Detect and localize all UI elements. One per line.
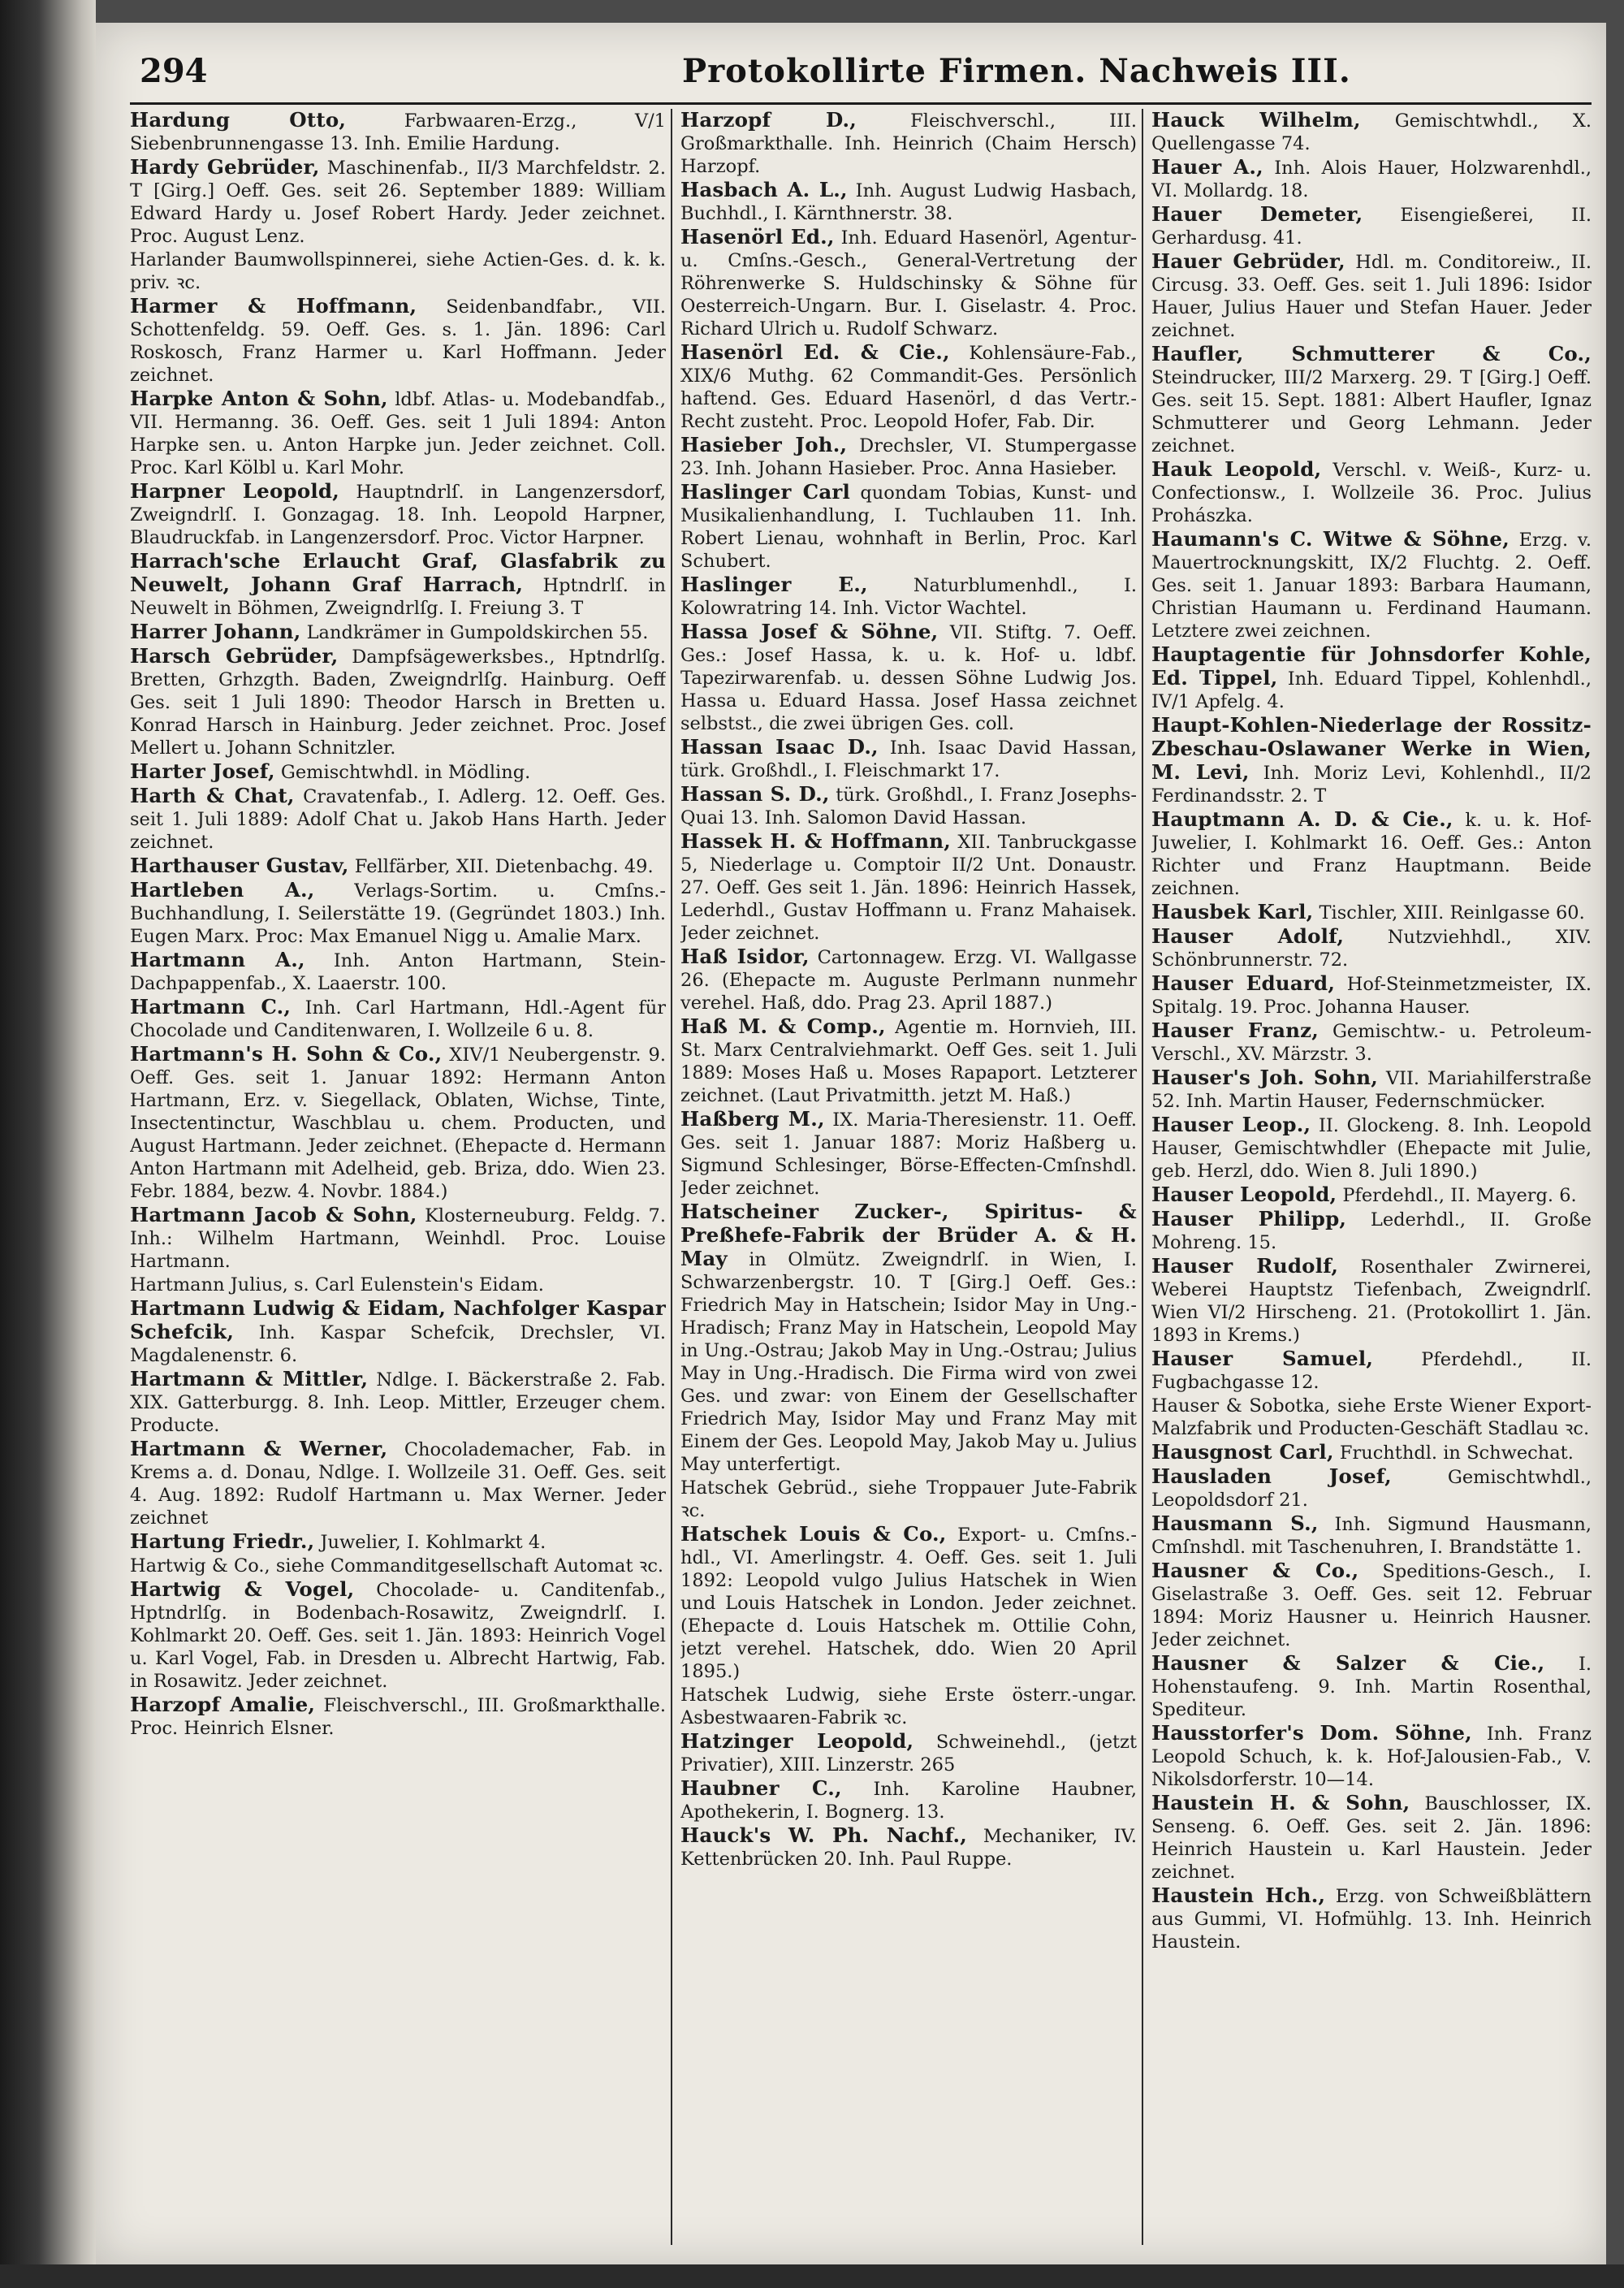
firm-name: Hasieber Joh.,	[680, 433, 848, 456]
entry-details: I. Hohenstaufeng. 9. Inh. Martin Rosenthal, Spediteur.	[1151, 1654, 1592, 1720]
entry-details: Hdl. m. Conditoreiw., II. Circusg. 33. Oeff. Ges. seit 1. Juli 1896: Isidor Hauer, Julius Hauer und Stefan Hauer. Jeder zeichnet.	[1151, 252, 1592, 341]
entry-details: Steindrucker, III/2 Marxerg. 29. T [Girg.] Oeff. Ges. seit 15. Sept. 1881: Albert Haufler, Ignaz Schmutterer und Georg Lehmann. Jeder zeichnet.	[1151, 367, 1592, 456]
entry-details: Dampfsägewerksbes., Hptndrlſg. Bretten, Grhzgth. Baden, Zweigndrlſg. Hainburg. Oeff Ges. seit 1 Juli 1890: Theodor Harsch in Bretten u. Konrad Harsch in Hainburg. Jeder zeichnet. Proc. Josef Mellert u. Johann Schnitzler.	[130, 647, 666, 759]
entry-details: Tischler, XIII. Reinlgasse 60.	[1313, 902, 1585, 923]
firm-name: Hassek H. & Hoffmann,	[680, 829, 951, 853]
header-rule	[130, 102, 1592, 105]
page-header	[130, 49, 1592, 106]
directory-entry	[130, 1555, 666, 1577]
directory-entry	[1151, 156, 1592, 202]
directory-entry	[1151, 925, 1592, 971]
directory-entry	[130, 645, 666, 759]
column-divider	[1142, 109, 1143, 2245]
directory-entry	[130, 760, 666, 784]
firm-name: Hauser Franz,	[1151, 1019, 1320, 1042]
entry-details: Hauptndrlſ. in Langenzersdorf, Zweigndrlſ. I. Gonzagag. 18. Inh. Leopold Harpner, Blaudruckfab. in Langenzersdorf. Proc. Victor Harpner.	[130, 482, 666, 548]
directory-entry	[130, 109, 666, 155]
firm-name: Hauser Adolf,	[1151, 924, 1345, 948]
directory-entry	[1151, 643, 1592, 713]
firm-name: Haubner C.,	[680, 1776, 842, 1800]
firm-name: Harrer Johann,	[130, 620, 301, 643]
entry-details: Chocolademacher, Fab. in Krems a. d. Donau, Ndlge. I. Wollzeile 31. Oeff. Ges. seit 4. Aug. 1892: Rudolf Hartmann u. Max Werner. Jeder zeichnet	[130, 1439, 666, 1529]
directory-entry	[130, 1274, 666, 1296]
firm-name: Hauser Samuel,	[1151, 1347, 1374, 1370]
firm-name: Hartmann's H. Sohn & Co.,	[130, 1042, 443, 1066]
entry-details: Hartmann Julius, s. Carl Eulenstein's Eidam.	[130, 1274, 544, 1295]
directory-entry	[680, 1200, 1137, 1476]
firm-name: Haustein H. & Sohn,	[1151, 1791, 1410, 1814]
directory-entry	[130, 550, 666, 620]
firm-name: Hartmann & Mittler,	[130, 1367, 369, 1391]
directory-entry	[680, 341, 1137, 433]
firm-name: Harmer & Hoffmann,	[130, 294, 417, 318]
directory-entry	[130, 996, 666, 1042]
directory-entry	[130, 949, 666, 995]
directory-entry	[130, 1438, 666, 1529]
firm-name: Haslinger Carl	[680, 480, 851, 504]
directory-entry	[130, 1693, 666, 1740]
entry-details: türk. Großhdl., I. Franz Josephs-Quai 13. Inh. Salomon David Hassan.	[680, 785, 1137, 828]
firm-name: Hauser's Joh. Sohn,	[1151, 1066, 1379, 1089]
firm-name: Hauk Leopold,	[1151, 457, 1322, 481]
entry-details: Hartwig & Co., siehe Commanditgesellschaft Automat ꝛc.	[130, 1555, 664, 1577]
directory-entry	[130, 854, 666, 878]
entry-details: Gemischtw.- u. Petroleum-Verschl., XV. Märzstr. 3.	[1151, 1021, 1592, 1065]
firm-name: Hauser Philipp,	[1151, 1207, 1347, 1231]
entry-details: Verlags-Sortim. u. Cmſns.-Buchhandlung, I. Seilerstätte 19. (Gegründet 1803.) Inh. Eugen Marx. Proc: Max Emanuel Nigg u. Amalie Marx.	[130, 880, 666, 947]
directory-entry	[680, 226, 1137, 340]
entry-details: Fleischverschl., III. Großmarkthalle. Proc. Heinrich Elsner.	[130, 1695, 666, 1739]
firm-name: Hassan S. D.,	[680, 782, 830, 806]
firm-name: Haßberg M.,	[680, 1107, 825, 1131]
firm-name: Harzopf Amalie,	[130, 1693, 316, 1716]
firm-name: Hassa Josef & Söhne,	[680, 620, 939, 643]
directory-entry	[1151, 901, 1592, 924]
entry-details: II. Glockeng. 8. Inh. Leopold Hauser, Gemischtwhdler (Ehepacte mit Julie, geb. Herzl, ddo. Wien 8. Juli 1890.)	[1151, 1115, 1592, 1182]
scan-shadow	[0, 2264, 1624, 2288]
directory-entry	[680, 1777, 1137, 1823]
directory-entry	[130, 1204, 666, 1273]
entry-details: Hatschek Gebrüd., siehe Troppauer Jute-Fabrik ꝛc.	[680, 1477, 1137, 1521]
entry-details: Inh. Franz Leopold Schuch, k. k. Hof-Jalousien-Fab., V. Nikolsdorferstr. 10—14.	[1151, 1724, 1592, 1790]
entry-details: Landkrämer in Gumpoldskirchen 55.	[300, 622, 649, 643]
directory-entry	[130, 879, 666, 948]
firm-name: Haupt-Kohlen-Niederlage der Rossitz-Zbeschau-Oslawaner Werke in Wien, M. Levi,	[1151, 713, 1592, 784]
firm-name: Hauck Wilhelm,	[1151, 109, 1361, 132]
entry-details: Maschinenfab., II/3 Marchfeldstr. 2. T [Girg.] Oeff. Ges. seit 26. September 1889: William Edward Hardy u. Josef Robert Hardy. Jeder zeichnet. Proc. August Lenz.	[130, 158, 666, 247]
directory-entry	[130, 295, 666, 387]
directory-entry	[680, 1730, 1137, 1776]
directory-entry	[1151, 972, 1592, 1019]
column-divider	[671, 109, 672, 2245]
firm-name: Hartung Friedr.,	[130, 1529, 315, 1553]
entry-details: Hatschek Ludwig, siehe Erste österr.-ungar. Asbestwaaren-Fabrik ꝛc.	[680, 1685, 1137, 1728]
directory-entry	[130, 1043, 666, 1203]
entry-details: Inh. Alois Hauer, Holzwarenhdl., VI. Mollardg. 18.	[1151, 158, 1592, 201]
entry-details: XII. Tanbruckgasse 5, Niederlage u. Comptoir II/2 Unt. Donaustr. 27. Oeff. Ges seit 1. Jän. 1896: Heinrich Hassek, Lederhdl., Gustav Hoffmann u. Franz Mahaisek. Jeder zeichnet.	[680, 832, 1137, 944]
directory-entry	[1151, 1722, 1592, 1791]
firm-name: Hartmann A.,	[130, 948, 305, 971]
entry-details: Cravatenfab., I. Adlerg. 12. Oeff. Ges. seit 1. Juli 1889: Adolf Chat u. Jakob Hans Harth. Jeder zeichnet.	[130, 786, 666, 853]
directory-entry	[130, 1578, 666, 1693]
entry-details: Juwelier, I. Kohlmarkt 4.	[314, 1532, 546, 1553]
directory-entry	[680, 1523, 1137, 1683]
firm-name: Hauer Demeter,	[1151, 202, 1363, 226]
firm-name: Hauck's W. Ph. Nachf.,	[680, 1823, 967, 1847]
directory-entry	[130, 156, 666, 248]
entry-details: IX. Maria-Theresienstr. 11. Oeff. Ges. seit 1. Januar 1887: Moriz Haßberg u. Sigmund Schlesinger, Börse-Effecten-Cmſnshdl. Jeder zeichnet.	[680, 1109, 1137, 1199]
entry-details: Erzg. v. Mauertrocknungskitt, IX/2 Fluchtg. 2. Oeff. Ges. seit 1. Januar 1893: Barbara Haumann, Christian Haumann u. Ferdinand Haumann. Letztere zwei zeichnen.	[1151, 530, 1592, 642]
directory-entry	[680, 481, 1137, 573]
directory-entry	[1151, 528, 1592, 642]
entry-details: Inh. August Ludwig Hasbach, Buchhdl., I. Kärnthnerstr. 38.	[680, 180, 1137, 224]
directory-entry	[680, 179, 1137, 225]
entry-details: Inh. Eduard Tippel, Kohlenhdl., IV/1 Apfelg. 4.	[1151, 668, 1592, 712]
entry-details: Gemischtwhdl., Leopoldsdorf 21.	[1151, 1467, 1592, 1511]
directory-entry	[1151, 1066, 1592, 1113]
directory-entry	[680, 736, 1137, 782]
directory-entry	[1151, 203, 1592, 249]
firm-name: Hauser Leopold,	[1151, 1183, 1337, 1206]
firm-name: Hauser Leop.,	[1151, 1113, 1311, 1136]
directory-entry	[1151, 1347, 1592, 1394]
directory-entry	[1151, 1114, 1592, 1183]
firm-name: Harpke Anton & Sohn,	[130, 387, 388, 410]
entry-details: Chocolade- u. Canditenfab., Hptndrlſg. in Bodenbach-Rosawitz, Zweigndrlſ. I. Kohlmarkt 20. Oeff. Ges. seit 1. Jän. 1893: Heinrich Vogel u. Karl Vogel, Fab. in Dresden u. Albrecht Hartwig, Fab. in Rosawitz. Jeder zeichnet.	[130, 1580, 666, 1692]
firm-name: Haslinger E.,	[680, 573, 868, 596]
directory-entry	[1151, 808, 1592, 900]
firm-name: Hasenörl Ed.,	[680, 225, 835, 249]
directory-entry	[680, 573, 1137, 620]
directory-entry	[1151, 1512, 1592, 1559]
firm-name: Hauptmann A. D. & Cie.,	[1151, 807, 1453, 831]
directory-entry	[680, 1684, 1137, 1729]
directory-entry	[680, 621, 1137, 735]
firm-name: Hatzinger Leopold,	[680, 1729, 914, 1753]
directory-entry	[1151, 458, 1592, 527]
entry-details: Schweinehdl., (jetzt Privatier), XIII. Linzerstr. 265	[680, 1732, 1137, 1775]
entry-details: Inh. Anton Hartmann, Stein-Dachpappenfab., X. Laaerstr. 100.	[130, 950, 666, 994]
entry-details: Naturblumenhdl., I. Kolowratring 14. Inh. Victor Wachtel.	[680, 575, 1137, 619]
firm-name: Harzopf D.,	[680, 109, 857, 132]
directory-entry	[130, 249, 666, 294]
firm-name: Hartmann Jacob & Sohn,	[130, 1203, 417, 1226]
entry-details: Fellfärber, XII. Dietenbachg. 49.	[348, 856, 654, 877]
entry-details: Kohlensäure-Fab., XIX/6 Muthg. 62 Commandit-Ges. Persönlich haftend. Ges. Eduard Hasenörl, d das Vertr.-Recht zusteht. Proc. Leopold Hofer, Fab. Dir.	[680, 343, 1137, 432]
entry-details: Hof-Steinmetzmeister, IX. Spitalg. 19. Proc. Johanna Hauser.	[1151, 974, 1592, 1018]
firm-name: Hasbach A. L.,	[680, 178, 848, 201]
directory-entry	[1151, 1465, 1592, 1512]
entry-details: Gemischtwhdl., X. Quellengasse 74.	[1151, 110, 1592, 154]
firm-name: Hartmann C.,	[130, 995, 292, 1019]
directory-entry	[130, 785, 666, 854]
page-number: 294	[140, 52, 208, 90]
entry-details: Harlander Baumwollspinnerei, siehe Actien-Ges. d. k. k. priv. ꝛc.	[130, 249, 666, 293]
entry-details: Nutzviehhdl., XIV. Schönbrunnerstr. 72.	[1151, 927, 1592, 971]
directory-entry	[1151, 1884, 1592, 1953]
directory-entry	[1151, 109, 1592, 155]
entry-details: Export- u. Cmſns.-hdl., VI. Amerlingstr. 4. Oeff. Ges. seit 1. Juli 1892: Leopold vulgo Julius Hatschek in Wien und Louis Hatschek in London. Jeder zeichnet. (Ehepacte d. Louis Hatschek m. Ottilie Cohn, jetzt verehel. Hatschek, ddo. Wien 20 April 1895.)	[680, 1525, 1137, 1682]
firm-name: Harth & Chat,	[130, 784, 295, 807]
directory-entry	[680, 1824, 1137, 1871]
firm-name: Hassan Isaac D.,	[680, 735, 879, 759]
firm-name: Haumann's C. Witwe & Söhne,	[1151, 527, 1510, 551]
firm-name: Harrach'sche Erlaucht Graf, Glasfabrik zu Neuwelt, Johann Graf Harrach,	[130, 549, 666, 596]
entry-details: Mechaniker, IV. Kettenbrücken 20. Inh. Paul Ruppe.	[680, 1826, 1137, 1870]
entry-details: Fruchthdl. in Schwechat.	[1333, 1442, 1574, 1464]
directory-entry	[130, 621, 666, 644]
entry-details: Inh. Karoline Haubner, Apothekerin, I. Bognerg. 13.	[680, 1779, 1137, 1823]
entry-details: VII. Stiftg. 7. Oeff. Ges.: Josef Hassa, k. u. k. Hof- u. ldbf. Tapezirwarenfab. u. dessen Söhne Ludwig Jos. Hassa u. Eduard Hassa. Josef Hassa zeichnet selbstst., die zwei übrigen Ges. coll.	[680, 622, 1137, 734]
entry-details: Eisengießerei, II. Gerhardusg. 41.	[1151, 205, 1592, 249]
firm-name: Harpner Leopold,	[130, 479, 339, 503]
directory-entry	[1151, 1395, 1592, 1440]
firm-name: Hausner & Co.,	[1151, 1559, 1359, 1582]
entry-details: Pferdehdl., II. Mayerg. 6.	[1337, 1185, 1577, 1206]
entry-details: Inh. Eduard Hasenörl, Agentur- u. Cmſns.-Gesch., General-Vertretung der Röhrenwerke S. Huldschinsky & Söhne für Oesterreich-Ungarn. Bur. I. Giselastr. 4. Proc. Richard Ulrich u. Rudolf Schwarz.	[680, 227, 1137, 340]
entry-details: Cartonnagew. Erzg. VI. Wallgasse 26. (Ehepacte m. Auguste Perlmann nunmehr verehel. Haß, ddo. Prag 23. April 1887.)	[680, 947, 1137, 1014]
directory-entry	[1151, 714, 1592, 807]
entry-details: quondam Tobias, Kunst- und Musikalienhandlung, I. Tuchlauben 11. Inh. Robert Lienau, wohnhaft in Berlin, Proc. Karl Schubert.	[680, 482, 1137, 572]
entry-details: Inh. Kaspar Schefcik, Drechsler, VI. Magdalenenstr. 6.	[130, 1322, 666, 1366]
column-2	[680, 109, 1137, 2253]
entry-details: XIV/1 Neubergenstr. 9. Oeff. Ges. seit 1. Januar 1892: Hermann Anton Hartmann, Erz. v. Siegellack, Oblaten, Wichse, Tinte, Insectentinctur, Waschblau u. chem. Producten, und August Hartmann. Jeder zeichnet. (Ehepacte d. Hermann Anton Hartmann mit Adelheid, geb. Briza, ddo. Wien 23. Febr. 1884, bezw. 4. Novbr. 1884.)	[130, 1045, 666, 1202]
entry-details: Gemischtwhdl. in Mödling.	[274, 762, 531, 783]
entry-details: k. u. k. Hof-Juwelier, I. Kohlmarkt 16. Oeff. Ges.: Anton Richter und Franz Hauptmann. Beide zeichnen.	[1151, 810, 1592, 899]
firm-name: Hardy Gebrüder,	[130, 155, 320, 179]
firm-name: Harter Josef,	[130, 759, 275, 783]
firm-name: Hauser Rudolf,	[1151, 1254, 1339, 1278]
firm-name: Hartwig & Vogel,	[130, 1577, 355, 1601]
directory-entry	[1151, 1441, 1592, 1464]
entry-details: in Olmütz. Zweigndrlſ. in Wien, I. Schwarzenbergstr. 10. T [Girg.] Oeff. Ges.: Friedrich May in Hatschein; Isidor May in Ung.-Hradisch; Franz May in Hatschein, Leopold May in Ung.-Ostrau; Jakob May in Ung.-Ostrau; Julius May in Ung.-Hradisch. Die Firma wird von zwei Ges. und zwar: von Einem der Gesellschafter Friedrich May, Isidor May und Franz May mit Einem der Ges. Leopold May, Jakob May u. Julius May unterfertigt.	[680, 1249, 1137, 1475]
directory-entry	[130, 1368, 666, 1437]
firm-name: Haustein Hch.,	[1151, 1884, 1326, 1907]
firm-name: Hartleben A.,	[130, 878, 315, 902]
entry-details: Speditions-Gesch., I. Giselastraße 3. Oeff. Ges. seit 12. Februar 1894: Moriz Hausner u. Heinrich Hausner. Jeder zeichnet.	[1151, 1561, 1592, 1650]
firm-name: Hartmann & Werner,	[130, 1437, 388, 1460]
entry-details: Bauschlosser, IX. Senseng. 6. Oeff. Ges. seit 2. Jän. 1896: Heinrich Haustein u. Karl Haustein. Jeder zeichnet.	[1151, 1793, 1592, 1883]
entry-details: Ndlge. I. Bäckerstraße 2. Fab. XIX. Gatterburgg. 8. Inh. Leop. Mittler, Erzeuger chem. Producte.	[130, 1369, 666, 1436]
firm-name: Hausladen Josef,	[1151, 1464, 1392, 1488]
directory-entry	[130, 1297, 666, 1367]
firm-name: Hausgnost Carl,	[1151, 1440, 1334, 1464]
firm-name: Hausner & Salzer & Cie.,	[1151, 1651, 1545, 1675]
firm-name: Harsch Gebrüder,	[130, 644, 339, 668]
entry-details: Pferdehdl., II. Fugbachgasse 12.	[1151, 1349, 1592, 1393]
directory-entry	[130, 1530, 666, 1554]
entry-details: Agentie m. Hornvieh, III. St. Marx Centralviehmarkt. Oeff Ges. seit 1. Juli 1889: Moses Haß u. Moses Rapaport. Letzterer zeichnet. (Laut Privatmitth. jetzt M. Haß.)	[680, 1017, 1137, 1106]
running-head: Protokollirte Firmen. Nachweis III.	[682, 52, 1351, 90]
directory-entry	[1151, 1255, 1592, 1347]
entry-details: ldbf. Atlas- u. Modebandfab., VII. Hermanng. 36. Oeff. Ges. seit 1 Juli 1894: Anton Harpke sen. u. Anton Harpke jun. Jeder zeichnet. Coll. Proc. Karl Kölbl u. Karl Mohr.	[130, 389, 666, 478]
directory-entry	[1151, 1208, 1592, 1254]
firm-name: Hausbek Karl,	[1151, 900, 1314, 923]
firm-name: Hartmann Ludwig & Eidam, Nachfolger Kaspar Schefcik,	[130, 1296, 666, 1343]
directory-entry	[680, 783, 1137, 829]
entry-details: VII. Mariahilferstraße 52. Inh. Martin Hauser, Federnschmücker.	[1151, 1068, 1592, 1112]
entry-details: Inh. Isaac David Hassan, türk. Großhdl., I. Fleischmarkt 17.	[680, 737, 1137, 781]
entry-details: Inh. Sigmund Hausmann, Cmſnshdl. mit Taschenuhren, I. Brandstätte 1.	[1151, 1514, 1592, 1558]
entry-details: Klosterneuburg. Feldg. 7. Inh.: Wilhelm Hartmann, Weinhdl. Proc. Louise Hartmann.	[130, 1205, 666, 1272]
directory-entry	[1151, 250, 1592, 342]
column-3	[1151, 109, 1592, 2253]
directory-entry	[1151, 1559, 1592, 1651]
column-1	[130, 109, 666, 2253]
directory-entry	[1151, 343, 1592, 457]
entry-details: Inh. Moriz Levi, Kohlenhdl., II/2 Ferdinandsstr. 2. T	[1151, 763, 1592, 807]
directory-entry	[1151, 1019, 1592, 1066]
entry-details: Hauser & Sobotka, siehe Erste Wiener Export-Malzfabrik und Producten-Geschäft Stadlau ꝛc.	[1151, 1395, 1592, 1439]
firm-name: Hauptagentie für Johnsdorfer Kohle, Ed. Tippel,	[1151, 642, 1592, 690]
entry-details: Farbwaaren-Erzg., V/1 Siebenbrunnengasse 13. Inh. Emilie Hardung.	[130, 110, 666, 154]
entry-details: Fleischverschl., III. Großmarkthalle. Inh. Heinrich (Chaim Hersch) Harzopf.	[680, 110, 1137, 177]
firm-name: Hatschek Louis & Co.,	[680, 1522, 947, 1546]
entry-details: Erzg. von Schweißblättern aus Gummi, VI. Hofmühlg. 13. Inh. Heinrich Haustein.	[1151, 1886, 1592, 1953]
firm-name: Hauser Eduard,	[1151, 971, 1336, 995]
firm-name: Haß Isidor,	[680, 945, 810, 968]
entry-details: Inh. Carl Hartmann, Hdl.-Agent für Chocolade und Canditenwaren, I. Wollzeile 6 u. 8.	[130, 997, 666, 1041]
entry-details: Verschl. v. Weiß-, Kurz- u. Confectionsw., I. Wollzeile 36. Proc. Julius Prohászka.	[1151, 460, 1592, 526]
firm-name: Hausmann S.,	[1151, 1512, 1319, 1535]
directory-entry	[1151, 1792, 1592, 1884]
directory-entry	[680, 109, 1137, 178]
directory-entry	[130, 480, 666, 549]
entry-details: Hptndrlſ. in Neuwelt in Böhmen, Zweigndrlſg. I. Freiung 3. T	[130, 575, 666, 619]
firm-name: Haufler, Schmutterer & Co.,	[1151, 342, 1592, 365]
entry-details: Seidenbandfabr., VII. Schottenfeldg. 59. Oeff. Ges. s. 1. Jän. 1896: Carl Roskosch, Franz Harmer u. Karl Hoffmann. Jeder zeichnet.	[130, 296, 666, 386]
directory-entry	[130, 387, 666, 479]
directory-entry	[680, 1015, 1137, 1107]
firm-name: Hauer Gebrüder,	[1151, 249, 1345, 273]
book-binding-edge	[0, 0, 96, 2288]
firm-name: Hauer A.,	[1151, 155, 1263, 179]
directory-entry	[680, 1108, 1137, 1200]
firm-name: Hardung Otto,	[130, 109, 347, 132]
entry-details: Drechsler, VI. Stumpergasse 23. Inh. Johann Hasieber. Proc. Anna Hasieber.	[680, 435, 1137, 479]
directory-entry	[680, 434, 1137, 480]
entry-details: Rosenthaler Zwirnerei, Weberei Hauptstz Tiefenbach, Zweigndrlſ. Wien VI/2 Hirscheng. 21. (Protokollirt 1. Jän. 1893 in Krems.)	[1151, 1256, 1592, 1346]
directory-entry	[680, 945, 1137, 1014]
directory-entry	[1151, 1183, 1592, 1207]
firm-name: Haß M. & Comp.,	[680, 1014, 886, 1038]
firm-name: Hausstorfer's Dom. Söhne,	[1151, 1721, 1472, 1745]
directory-entry	[1151, 1652, 1592, 1721]
firm-name: Harthauser Gustav,	[130, 854, 349, 877]
directory-entry	[680, 830, 1137, 945]
entry-details: Lederhdl., II. Große Mohreng. 15.	[1151, 1209, 1592, 1253]
firm-name: Hasenörl Ed. & Cie.,	[680, 340, 950, 364]
directory-entry	[680, 1477, 1137, 1522]
firm-name: Hatscheiner Zucker-, Spiritus- & Preßhefe-Fabrik der Brüder A. & H. May	[680, 1200, 1137, 1270]
